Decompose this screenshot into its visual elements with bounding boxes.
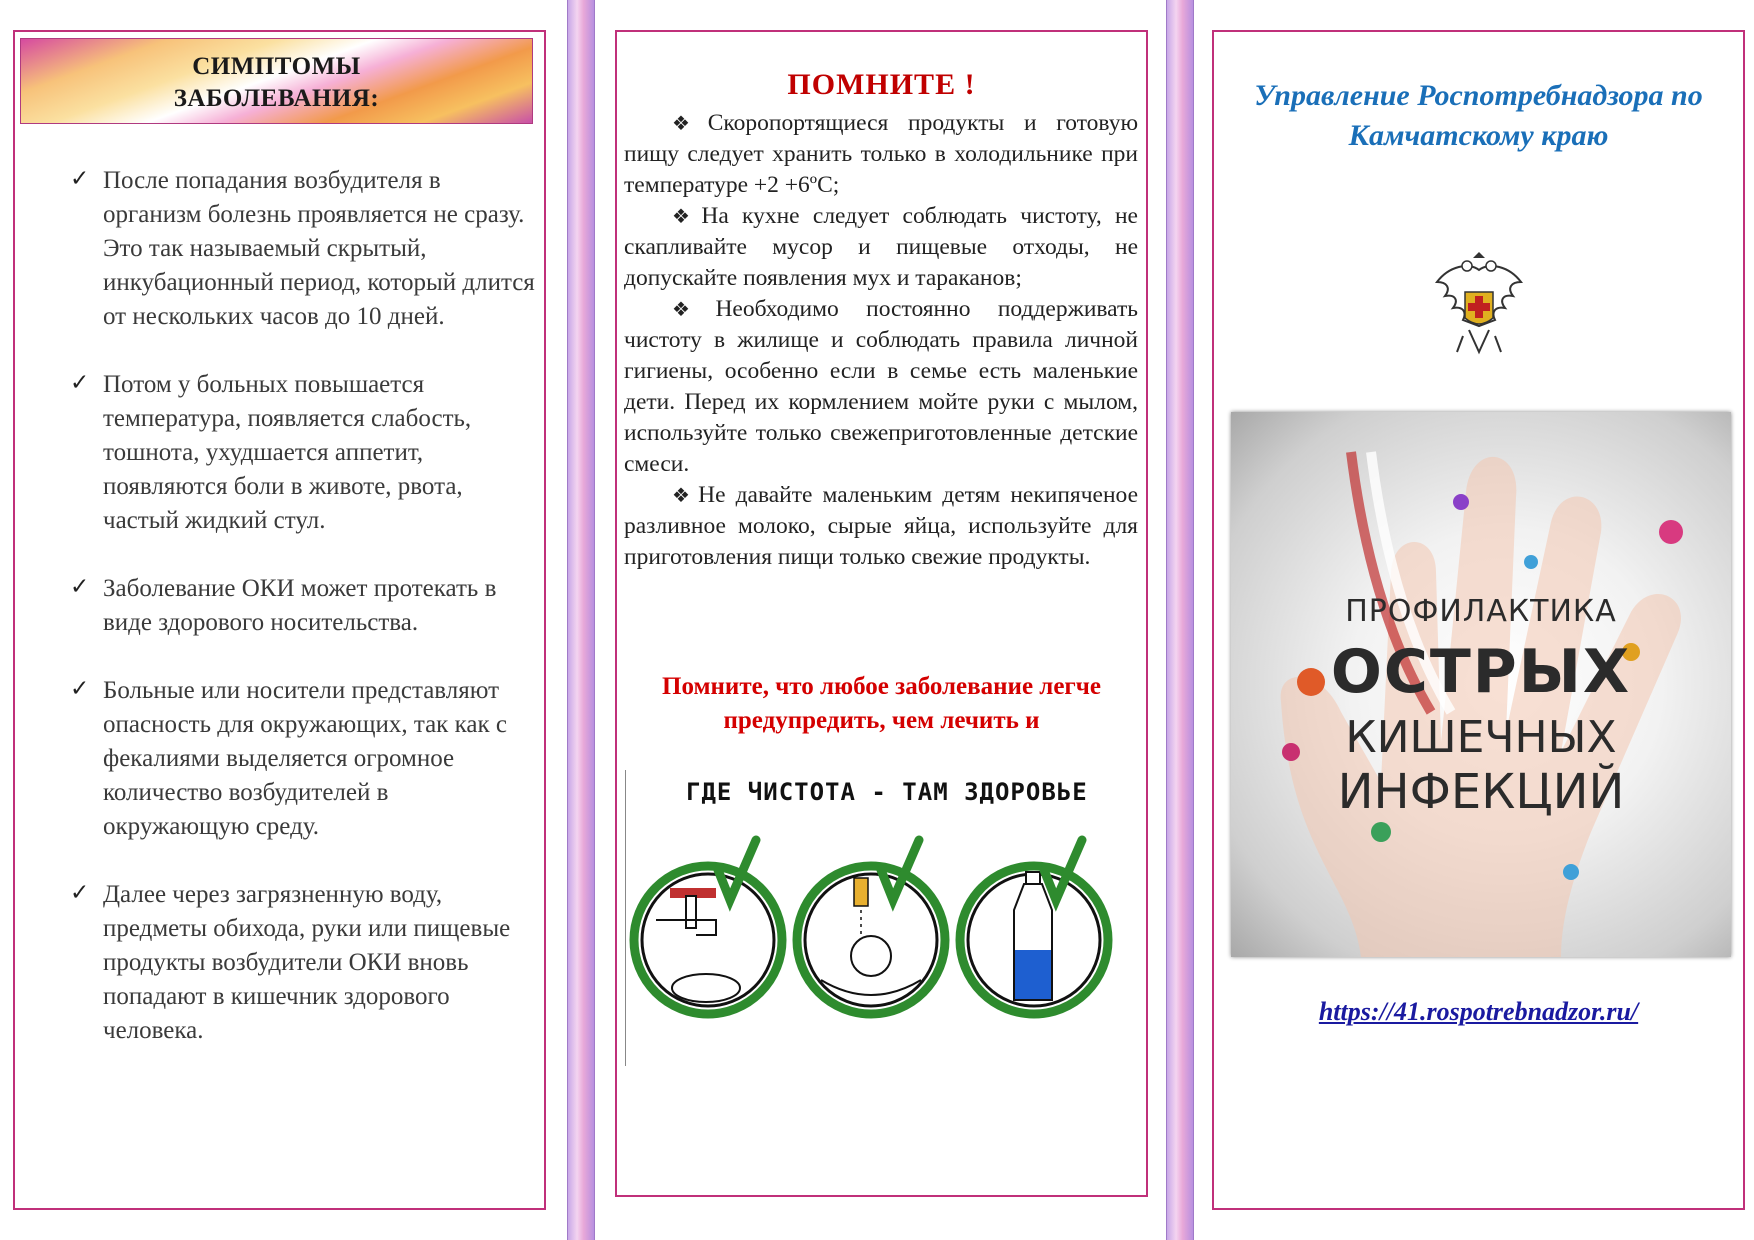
diamond-bullet-icon: ❖ [672, 483, 695, 507]
remember-paragraph [624, 294, 1138, 480]
list-item [70, 674, 540, 844]
remember-paragraph [624, 201, 1138, 294]
check-mark-icon: ✓ [70, 166, 90, 192]
double-headed-eagle-emblem-icon [1429, 252, 1529, 362]
paragraph-text: Не давайте маленьким детям некипяченое разливное молоко, сырые яйца, используйте для приготовления пищи только свежие продукты. [624, 482, 1138, 570]
check-mark-icon: ✓ [70, 880, 90, 906]
handwashing-icon [634, 840, 782, 1014]
diamond-bullet-icon: ❖ [672, 297, 712, 321]
paragraph-text: Необходимо постоянно поддерживать чистоту в жилище и соблюдать правила личной гигиены, особенно если в семье есть маленькие дети. Перед их кормлением мойте руки с мылом, используйте только свежеприготовленные детские смеси. [624, 296, 1138, 477]
poster-line-1: ПРОФИЛАКТИКА [1345, 594, 1617, 629]
diamond-bullet-icon: ❖ [672, 204, 698, 228]
remember-body [624, 108, 1138, 573]
poster-line-3: КИШЕЧНЫХ [1345, 712, 1617, 763]
symptom-text: Больные или носители представляют опасность для окружающих, так как с фекалиями выделяется огромное количество возбудителей в окружающую среду. [103, 677, 507, 840]
symptoms-list [70, 164, 540, 1082]
cleanliness-illustration [625, 770, 1118, 1066]
website-link[interactable]: https://41.rospotrebnadzor.ru/ [1318, 997, 1639, 1026]
water-bottle-icon [960, 840, 1108, 1014]
check-mark-icon: ✓ [70, 574, 90, 600]
check-mark-icon: ✓ [70, 676, 90, 702]
diamond-bullet-icon: ❖ [672, 111, 704, 135]
symptom-text: Потом у больных повышается температура, появляется слабость, тошнота, ухудшается аппетит, появляются боли в животе, рвота, частый жидкий стул. [103, 371, 472, 534]
cleanliness-caption: ГДЕ ЧИСТОТА - ТАМ ЗДОРОВЬЕ [686, 778, 1088, 806]
washing-produce-icon [797, 840, 945, 1014]
decorative-strip-left [567, 0, 595, 1240]
list-item [70, 572, 540, 640]
check-mark-icon: ✓ [70, 370, 90, 396]
poster-line-4: ИНФЕКЦИЙ [1337, 764, 1625, 820]
symptom-text: Далее через загрязненную воду, предметы обихода, руки или пищевые продукты возбудители ОКИ вновь попадают в кишечник здорового человека. [103, 881, 511, 1044]
symptoms-banner [20, 38, 533, 124]
paragraph-text: На кухне следует соблюдать чистоту, не скапливайте мусор и пищевые отходы, не допускайте появления мух и тараканов; [624, 203, 1138, 291]
remember-panel [615, 30, 1148, 1197]
list-item [70, 368, 540, 538]
remember-paragraph [624, 108, 1138, 201]
paragraph-text: Скоропортящиеся продукты и готовую пищу следует хранить только в холодильнике при температуре +2 +6ºС; [624, 110, 1138, 198]
list-item [70, 878, 540, 1048]
remember-title: ПОМНИТЕ ! [787, 68, 976, 101]
list-item [70, 164, 540, 334]
cover-panel [1212, 30, 1745, 1210]
prevention-note: Помните, что любое заболевание легче предупредить, чем лечить и [662, 673, 1101, 734]
poster-line-2: ОСТРЫХ [1330, 637, 1632, 707]
symptoms-title: СИМПТОМЫ ЗАБОЛЕВАНИЯ: [173, 53, 380, 112]
remember-paragraph [624, 480, 1138, 573]
symptom-text: После попадания возбудителя в организм болезнь проявляется не сразу. Это так называемый скрытый, инкубационный период, который длится от нескольких часов до 10 дней. [103, 167, 535, 330]
symptoms-panel [13, 30, 546, 1210]
symptom-text: Заболевание ОКИ может протекать в виде здорового носительства. [103, 575, 497, 636]
intestinal-infections-poster [1231, 412, 1731, 957]
organization-title: Управление Роспотребнадзора по Камчатскому краю [1254, 79, 1703, 152]
decorative-strip-right [1166, 0, 1194, 1240]
